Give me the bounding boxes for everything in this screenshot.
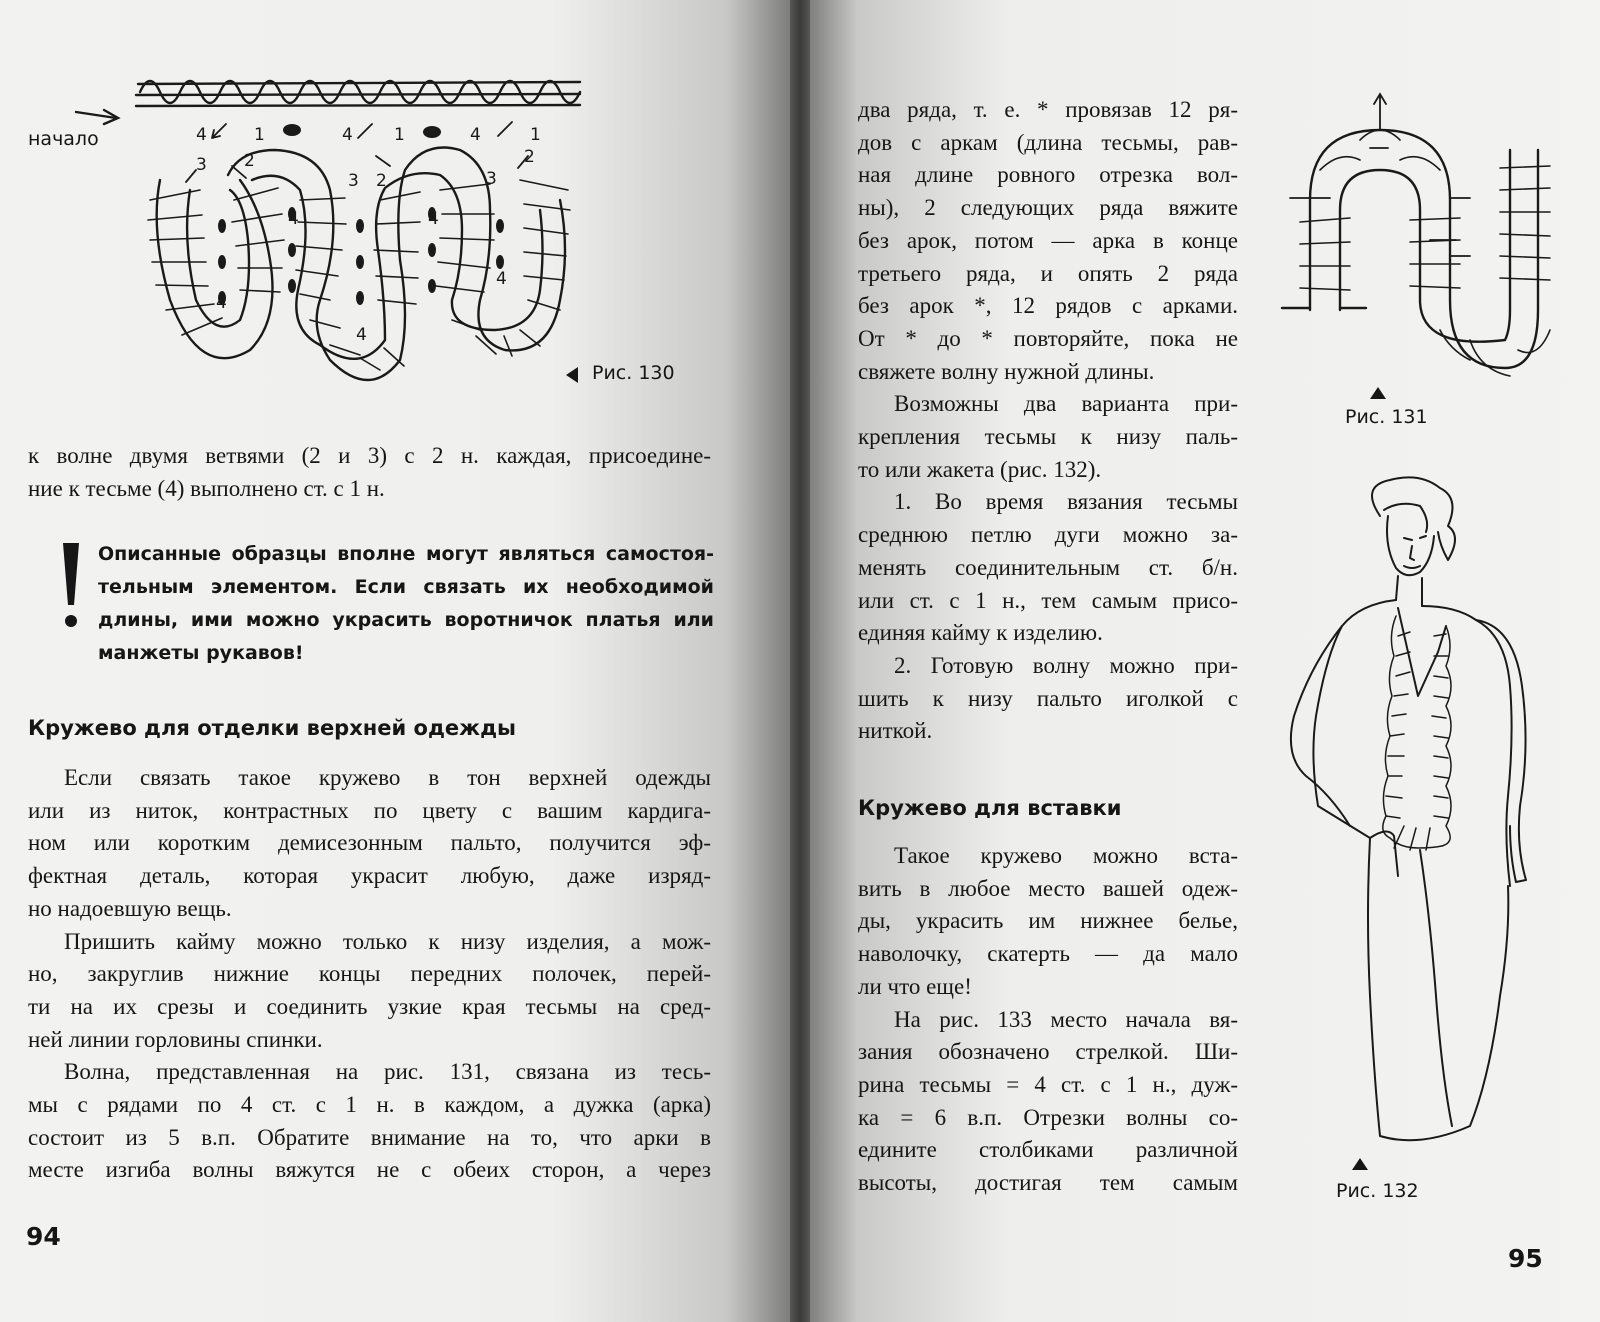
- fig130-num: 4: [428, 209, 439, 229]
- text-line: дов с аркам (длина тесьмы, рав-: [858, 129, 1238, 155]
- text-line: ней линии горловины спинки.: [28, 1026, 323, 1052]
- paragraph: [858, 840, 1238, 1004]
- fig130-num: 3: [348, 171, 359, 191]
- paragraph: [858, 1004, 1238, 1200]
- text-line: единяя кайму к изделию.: [858, 620, 1103, 646]
- left-body-text: [28, 762, 711, 1187]
- figure-130-diagram: [0, 60, 720, 400]
- text-line: 2. Готовую волну можно при-: [894, 652, 1238, 678]
- fig130-num: 4: [216, 293, 227, 313]
- caption-pointer-icon: [1370, 387, 1386, 399]
- text-line: зания обозначено стрелкой. Ши-: [858, 1039, 1238, 1065]
- fig130-num: 1: [254, 125, 265, 145]
- text-line: состоит из 5 в.п. Обратите внимание на то, что арки в: [28, 1124, 711, 1150]
- fig130-num: 4: [196, 125, 207, 145]
- text-line: Если связать такое кружево в тон верхней одежды: [64, 765, 711, 790]
- text-line: высоты, достигая тем самым: [858, 1170, 1238, 1196]
- lace-loop-2: [228, 148, 565, 381]
- text-line: На рис. 133 место начала вя-: [894, 1006, 1238, 1032]
- fig130-num: 2: [524, 147, 535, 167]
- lace-loop-1: [157, 180, 273, 358]
- text-line: но, закруглив нижние концы передних полочек, перей-: [28, 961, 711, 987]
- text-line: рина тесьмы = 4 ст. с 1 н., дуж-: [858, 1071, 1238, 1097]
- figure-131-caption: Рис. 131: [1345, 406, 1428, 428]
- text-line: ка = 6 в.п. Отрезки волны со-: [858, 1104, 1238, 1130]
- paragraph: [858, 650, 1238, 748]
- left-page: [0, 0, 790, 1322]
- fig130-num: 4: [342, 125, 353, 145]
- text-line: или ст. с 1 н., тем самым присо-: [858, 587, 1238, 613]
- fig130-num: 4: [288, 209, 299, 229]
- fig130-num: 3: [486, 169, 497, 189]
- skirt: [1368, 838, 1508, 1140]
- note-line: тельным элементом. Если связать их необходимой: [98, 576, 714, 598]
- fig130-num: 3: [196, 155, 207, 175]
- right-page: [810, 0, 1600, 1322]
- intro-text: [28, 440, 711, 505]
- text-line: месте изгиба волны вяжутся не с обеих сторон, а через: [28, 1157, 711, 1183]
- arm-left: [1291, 626, 1350, 826]
- text-line: От * до * повторяйте, пока не: [858, 325, 1238, 351]
- text-line: ны), 2 следующих ряда вяжите: [858, 195, 1238, 221]
- figure-130-start-label: начало: [28, 128, 99, 150]
- figure-132-caption: Рис. 132: [1336, 1180, 1419, 1202]
- paragraph: [28, 926, 711, 1057]
- figure-130-caption: Рис. 130: [592, 362, 675, 384]
- text-line: ниткой.: [858, 718, 933, 744]
- text-line: 1. Во время вязания тесьмы: [894, 489, 1238, 515]
- paragraph: [858, 94, 1238, 388]
- text-line: менять соединительным ст. б/н.: [858, 554, 1238, 580]
- paragraph: [858, 388, 1238, 486]
- text-line: крепления тесьмы к низу паль-: [858, 424, 1238, 450]
- text-line: без арок, потом — арка в конце: [858, 227, 1238, 253]
- fig130-num: 2: [244, 151, 255, 171]
- text-line: шить к низу пальто иголкой с: [858, 685, 1238, 711]
- page-number-right: 95: [1508, 1244, 1543, 1273]
- section-heading-outerwear: Кружево для отделки верхней одежды: [28, 716, 517, 740]
- fig130-num: 1: [394, 125, 405, 145]
- paragraph: [28, 762, 711, 926]
- text-line: фектная деталь, которая украсит любую, даже изряд-: [28, 863, 711, 889]
- text-line: вить в любое место вашей одеж-: [858, 875, 1238, 901]
- wave-outline: [1310, 130, 1538, 368]
- text-line: но надоевшую вещь.: [28, 895, 232, 921]
- text-line: к волне двумя ветвями (2 и 3) с 2 н. каждая, присоедине-: [28, 443, 711, 468]
- text-line: ние к тесьме (4) выполнено ст. с 1 н.: [28, 475, 385, 501]
- ruffle-trim: [1383, 616, 1451, 850]
- text-line: ном или коротким демисезонным пальто, получится эф-: [28, 830, 711, 856]
- text-line: мы с рядами по 4 ст. с 1 н. в каждом, а дужка (арка): [28, 1092, 711, 1118]
- fig130-num: 2: [376, 171, 387, 191]
- text-line: Такое кружево можно вста-: [894, 843, 1238, 868]
- text-line: свяжете волну нужной длины.: [858, 358, 1155, 384]
- wave-arrows: [1290, 94, 1470, 256]
- text-line: ная длине ровного отрезка вол-: [858, 162, 1238, 188]
- text-line: Возможны два варианта при-: [894, 391, 1238, 417]
- text-line: или из ниток, контрастных по цвету с вашим кардига-: [28, 797, 711, 823]
- note-line: Описанные образцы вполне могут являться самостоя-: [98, 543, 714, 565]
- text-line: едините столбиками различной: [858, 1137, 1238, 1163]
- text-line: два ряда, т. е. * провязав 12 ря-: [858, 97, 1238, 122]
- note-line: длины, ими можно украсить воротничок платья или: [98, 609, 714, 631]
- caption-pointer-icon: [1352, 1158, 1368, 1170]
- paragraph: [858, 486, 1238, 650]
- note-box: [98, 538, 714, 670]
- text-line: ды, украсить им нижнее белье,: [858, 908, 1238, 934]
- text-line: ти на их срезы и соединить узкие края тесьмы на сред-: [28, 993, 711, 1019]
- section-heading-insert: Кружево для вставки: [858, 796, 1122, 820]
- fig130-num: 4: [496, 269, 507, 289]
- fig130-num: 4: [470, 125, 481, 145]
- fig130-num: 4: [356, 325, 367, 345]
- text-line: наволочку, скатерть — да мало: [858, 941, 1238, 967]
- paragraph: [28, 1056, 711, 1187]
- fig130-num: 1: [530, 125, 541, 145]
- text-line: третьего ряда, и опять 2 ряда: [858, 260, 1238, 286]
- chain-lines: [136, 82, 580, 106]
- page-number-left: 94: [26, 1222, 61, 1251]
- hair: [1372, 477, 1455, 560]
- text-line: среднюю петлю дуги можно за-: [858, 522, 1238, 548]
- text-line: ли что еще!: [858, 973, 972, 999]
- arm-right: [1476, 620, 1526, 882]
- right-column-text: [858, 94, 1238, 748]
- caption-pointer-icon: [566, 367, 578, 383]
- wave-inner: [1340, 150, 1510, 342]
- note-line: манжеты рукавов!: [98, 642, 304, 664]
- right-section-text: [858, 840, 1238, 1200]
- text-line: Волна, представленная на рис. 131, связана из тесь-: [64, 1059, 711, 1085]
- text-line: то или жакета (рис. 132).: [858, 456, 1102, 482]
- figure-131-diagram: [1270, 90, 1570, 400]
- text-line: Пришить кайму можно только к низу изделия, а мож-: [64, 928, 711, 954]
- wave-ribs: [1300, 130, 1550, 376]
- text-line: без арок *, 12 рядов с арками.: [858, 293, 1238, 319]
- note-exclamation-icon: [58, 535, 84, 635]
- figure-132-illustration: [1270, 476, 1550, 1176]
